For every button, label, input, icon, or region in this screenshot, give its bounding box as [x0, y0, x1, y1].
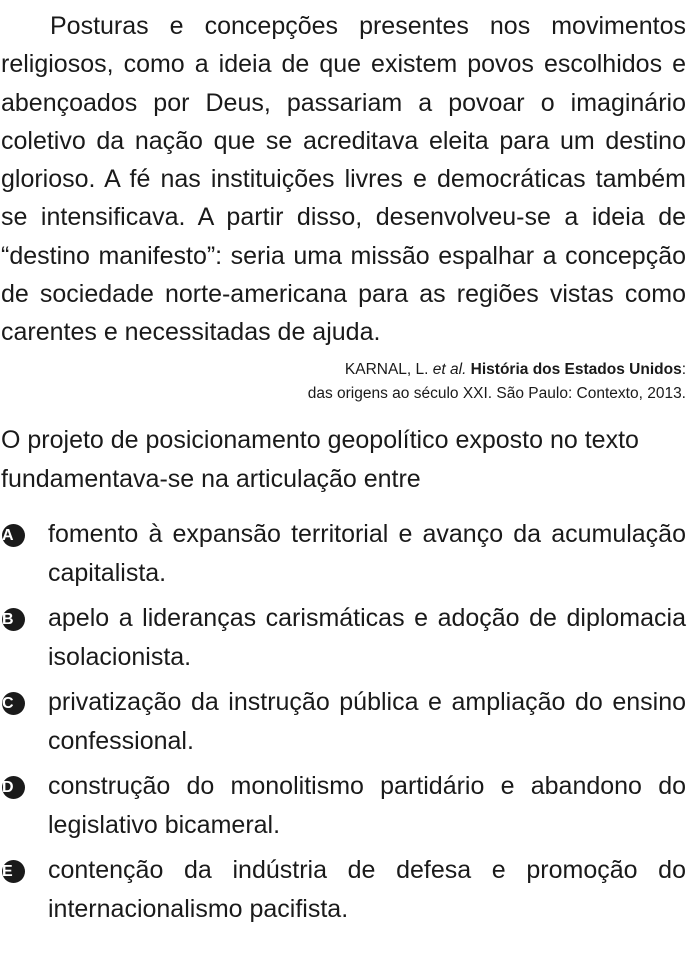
option-d-letter-badge: D — [2, 776, 25, 799]
option-d-text: construção do monolitismo partidário e abandono do legislativo bicameral. — [48, 771, 686, 840]
option-a-text: fomento à expansão territorial e avanço da acumulação capitalista. — [48, 519, 686, 588]
citation-book-title: História dos Estados Unidos — [466, 360, 682, 378]
option-c-text: privatização da instrução pública e ampliação do ensino confessional. — [48, 687, 686, 756]
option-c[interactable] — [1, 683, 686, 762]
citation-line-2: das origens ao século XXI. São Paulo: Contexto, 2013. — [307, 384, 686, 402]
option-a-letter-badge: A — [2, 524, 25, 547]
option-e-letter-badge: E — [2, 860, 25, 883]
citation-colon: : — [681, 360, 686, 378]
citation-author: KARNAL, L. — [344, 360, 433, 378]
option-b-letter-badge: B — [2, 608, 25, 631]
citation-et-al: et al. — [432, 360, 467, 378]
option-a[interactable] — [1, 515, 686, 594]
option-d[interactable] — [1, 767, 686, 846]
citation-line-1 — [1, 358, 686, 382]
option-b[interactable] — [1, 599, 686, 678]
option-b-text: apelo a lideranças carismáticas e adoção de diplomacia isolacionista. — [48, 603, 686, 672]
question-stem: O projeto de posicionamento geopolítico exposto no texto fundamentava-se na articulação entre — [1, 425, 639, 493]
option-e-text: contenção da indústria de defesa e promoção do internacionalismo pacifista. — [48, 855, 686, 924]
answer-options — [1, 515, 686, 930]
passage-text: Posturas e concepções presentes nos movimentos religiosos, como a ideia de que existem povos escolhidos e abençoados por Deus, passariam a povoar o imaginário coletivo da nação que se acreditava eleita para um destino glorioso. A fé nas instituições livres e democráticas também se intensificava. A partir disso, desenvolveu-se a ideia de “destino manifesto”: seria uma missão espalhar a concepção de sociedade norte-americana para as regiões vistas como carentes e necessitadas de ajuda. — [1, 12, 686, 347]
option-c-letter-badge: C — [2, 692, 25, 715]
citation — [1, 358, 686, 406]
option-e[interactable] — [1, 851, 686, 930]
